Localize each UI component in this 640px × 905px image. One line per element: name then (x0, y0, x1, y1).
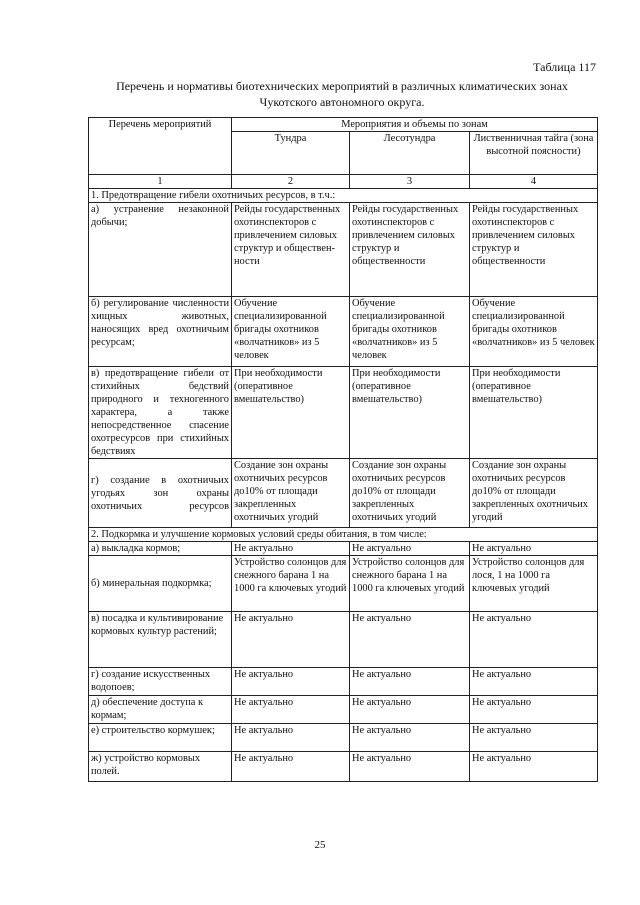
cell-larch-taiga: Не актуально (470, 542, 598, 556)
table-row (89, 556, 598, 612)
row-event-name: в) предотвращение гибели от стихийных бедствий природного и техногенного характера, а также непосредственное спасение охотресурсов при стихийных бедствиях (89, 367, 232, 459)
header-zones-group: Мероприятия и объемы по зонам (232, 118, 598, 132)
cell-forest-tundra: Не актуально (350, 696, 470, 724)
row-event-name: а) устранение незаконной добычи; (89, 203, 232, 297)
cell-tundra: Не актуально (232, 696, 350, 724)
cell-larch-taiga: Создание зон охраны охотничьих ресурсов до10% от площади закрепленных охотничьих угодий (470, 459, 598, 528)
cell-tundra: При необходимости (оперативное вмешательство) (232, 367, 350, 459)
cell-forest-tundra: Не актуально (350, 668, 470, 696)
cell-tundra: Рейды государственных охотинспекторов с привлечением силовых структур и обществен-ности (232, 203, 350, 297)
cell-forest-tundra: Создание зон охраны охотничьих ресурсов до10% от площади закрепленных охотничьих угодий (350, 459, 470, 528)
column-number: 2 (232, 175, 350, 189)
table-row (89, 542, 598, 556)
table-row (89, 668, 598, 696)
row-event-name: б) регулирование численности хищных животных, наносящих вред охотничьим ресурсам; (89, 297, 232, 367)
column-number: 4 (470, 175, 598, 189)
header-forest-tundra: Лесотундра (350, 132, 470, 175)
header-larch-taiga: Лиственничная тайга (зона высотной поясности) (470, 132, 598, 175)
table-row (89, 203, 598, 297)
row-event-name: г) создание искусственных водопоев; (89, 668, 232, 696)
table-row (89, 696, 598, 724)
cell-forest-tundra: Не актуально (350, 612, 470, 668)
cell-forest-tundra: При необходимости (оперативное вмешательство) (350, 367, 470, 459)
cell-larch-taiga: Не актуально (470, 696, 598, 724)
cell-forest-tundra: Обучение специализированной бригады охотников «волчатников» из 5 человек (350, 297, 470, 367)
cell-larch-taiga: Не актуально (470, 752, 598, 782)
table-row (89, 724, 598, 752)
row-event-name: д) обеспечение доступа к кормам; (89, 696, 232, 724)
row-event-name: б) минеральная подкормка; (89, 556, 232, 612)
cell-forest-tundra: Устройство солонцов для снежного барана 1 на 1000 га ключевых угодий (350, 556, 470, 612)
table-row (89, 612, 598, 668)
cell-forest-tundra: Не актуально (350, 724, 470, 752)
cell-tundra: Не актуально (232, 668, 350, 696)
table-row (89, 367, 598, 459)
row-event-name: г) создание в охотничьих угодьях зон охраны охотничьих ресурсов (89, 459, 232, 528)
cell-larch-taiga: Не актуально (470, 668, 598, 696)
cell-forest-tundra: Не актуально (350, 752, 470, 782)
header-tundra: Тундра (232, 132, 350, 175)
cell-tundra: Устройство солонцов для снежного барана 1 на 1000 га ключевых угодий (232, 556, 350, 612)
cell-larch-taiga: Рейды государственных охотинспекторов с привлечением силовых структур и общественности (470, 203, 598, 297)
table-row (89, 459, 598, 528)
header-events: Перечень мероприятий (89, 118, 232, 175)
section-1-heading: 1. Предотвращение гибели охотничьих ресурсов, в т.ч.: (89, 189, 598, 203)
cell-tundra: Обучение специализированной бригады охотников «волчатников» из 5 человек (232, 297, 350, 367)
row-event-name: а) выкладка кормов; (89, 542, 232, 556)
table-row (89, 752, 598, 782)
row-event-name: в) посадка и культивирование кормовых культур растений; (89, 612, 232, 668)
section-2-heading: 2. Подкормка и улучшение кормовых условий среды обитания, в том числе: (89, 528, 598, 542)
page-number: 25 (314, 839, 326, 851)
cell-larch-taiga: Не актуально (470, 724, 598, 752)
cell-tundra: Не актуально (232, 724, 350, 752)
cell-larch-taiga: Устройство солонцов для лося, 1 на 1000 га ключевых угодий (470, 556, 598, 612)
row-event-name: е) строительство кормушек; (89, 724, 232, 752)
title-line-1: Перечень и нормативы биотехнических мероприятий в различных климатических зонах (116, 79, 568, 93)
table-row (89, 297, 598, 367)
cell-tundra: Создание зон охраны охотничьих ресурсов до10% от площади закрепленных охотничьих угодий (232, 459, 350, 528)
table-label: Таблица 117 (533, 60, 596, 74)
title-line-2: Чукотского автономного округа. (259, 95, 425, 109)
cell-forest-tundra: Рейды государственных охотинспекторов с привлечением силовых структур и общественности (350, 203, 470, 297)
cell-tundra: Не актуально (232, 542, 350, 556)
row-event-name: ж) устройство кормовых полей. (89, 752, 232, 782)
column-number: 1 (89, 175, 232, 189)
cell-larch-taiga: Не актуально (470, 612, 598, 668)
cell-forest-tundra: Не актуально (350, 542, 470, 556)
document-title (88, 78, 596, 110)
cell-tundra: Не актуально (232, 612, 350, 668)
biotechnical-measures-table (88, 117, 598, 782)
cell-larch-taiga: При необходимости (оперативное вмешательство) (470, 367, 598, 459)
column-number: 3 (350, 175, 470, 189)
cell-larch-taiga: Обучение специализированной бригады охотников «волчатников» из 5 человек (470, 297, 598, 367)
cell-tundra: Не актуально (232, 752, 350, 782)
